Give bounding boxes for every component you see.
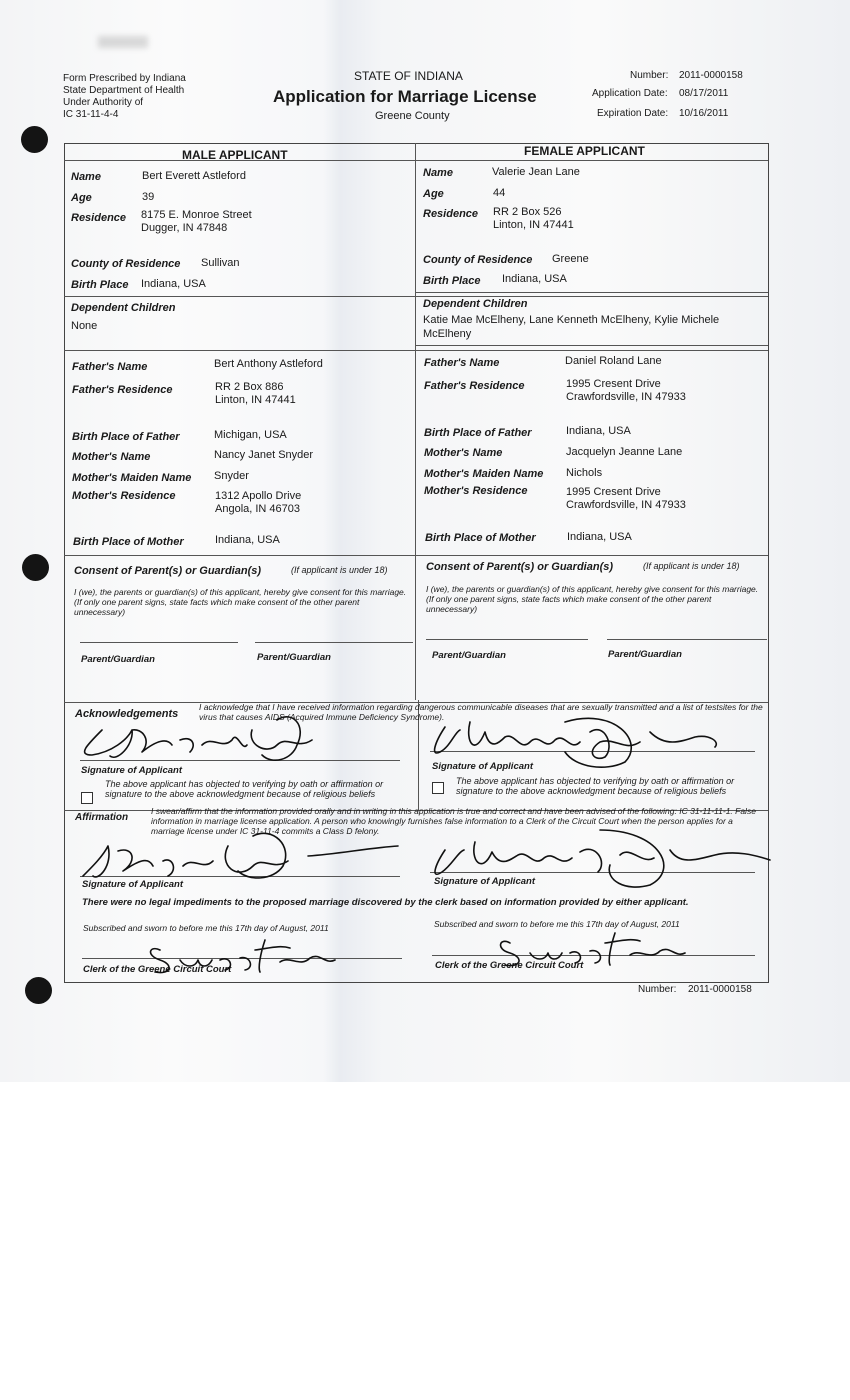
rule-dependent — [64, 296, 768, 297]
female-guardian-label-1: Parent/Guardian — [432, 650, 506, 661]
male-name-label: Name — [71, 171, 101, 183]
female-consent-title: Consent of Parent(s) or Guardian(s) — [426, 561, 614, 573]
female-residence-label: Residence — [423, 208, 479, 220]
column-divider — [415, 143, 416, 700]
female-father-name-label: Father's Name — [424, 357, 500, 369]
punch-hole — [25, 977, 52, 1004]
prescribed-line-2: State Department of Health — [63, 85, 185, 96]
female-father-name: Daniel Roland Lane — [565, 355, 662, 367]
male-ack-signature — [72, 700, 322, 770]
punch-hole — [22, 554, 49, 581]
footer-number: 2011-0000158 — [688, 984, 752, 995]
male-dependent-label: Dependent Children — [71, 302, 176, 314]
male-mother-name-label: Mother's Name — [72, 451, 151, 463]
male-guardian-label-1: Parent/Guardian — [81, 654, 155, 665]
impediments-text: There were no legal impediments to the proposed marriage discovered by the clerk based on information provided by either applicant. — [82, 897, 689, 908]
female-mother-res-1: 1995 Cresent Drive — [566, 486, 661, 498]
male-header: MALE APPLICANT — [182, 148, 288, 162]
punch-hole — [21, 126, 48, 153]
male-father-res-1: RR 2 Box 886 — [215, 381, 284, 393]
rule-dependent-female — [416, 292, 768, 293]
female-county: Greene — [552, 253, 589, 265]
female-father-res-label: Father's Residence — [424, 380, 525, 392]
male-dependent: None — [71, 320, 98, 332]
rule-consent — [64, 555, 768, 556]
exp-date-label: Expiration Date: — [597, 108, 669, 119]
rule-parents-female — [416, 345, 768, 346]
female-affirm-signature — [430, 830, 775, 890]
ack-text: I acknowledge that I have received information regarding dangerous communicable diseases that are sexually transmitted and a list of testsites for the virus that causes AIDS (Acquired Immune Deficiency Syndrome). — [199, 702, 763, 722]
male-residence-2: Dugger, IN 47848 — [141, 222, 228, 234]
female-guardian-label-2: Parent/Guardian — [608, 649, 682, 660]
male-affirm-sig-label: Signature of Applicant — [82, 879, 183, 890]
female-father-birth: Indiana, USA — [566, 425, 631, 437]
female-affirm-sig-label: Signature of Applicant — [434, 876, 535, 887]
female-dependent-label: Dependent Children — [423, 298, 528, 310]
male-mother-res-label: Mother's Residence — [72, 490, 176, 502]
male-consent-title: Consent of Parent(s) or Guardian(s) — [74, 565, 262, 577]
male-mother-maiden: Snyder — [214, 470, 249, 482]
male-birth-label: Birth Place — [71, 279, 129, 291]
number-value: 2011-0000158 — [679, 70, 743, 81]
female-mother-name: Jacquelyn Jeanne Lane — [566, 446, 683, 458]
rule-parents — [64, 350, 768, 351]
male-consent-text: I (we), the parents or guardian(s) of this applicant, hereby give consent for this marriage. (If only one parent signs, state facts which make consent of the other parent unnecessary) — [74, 587, 407, 617]
male-county-label: County of Residence — [71, 258, 181, 270]
female-father-res-2: Crawfordsville, IN 47933 — [566, 391, 686, 403]
female-mother-maiden: Nichols — [566, 467, 603, 479]
female-name-label: Name — [423, 167, 453, 179]
app-date-value: 08/17/2011 — [679, 88, 729, 99]
female-mother-res-2: Crawfordsville, IN 47933 — [566, 499, 686, 511]
male-mother-birth-label: Birth Place of Mother — [73, 536, 184, 548]
male-clerk-signature — [140, 930, 340, 980]
female-mother-name-label: Mother's Name — [424, 447, 503, 459]
prescribed-line-4: IC 31-11-4-4 — [63, 109, 119, 120]
female-dependent-1: Katie Mae McElheny, Lane Kenneth McElheny, Kylie Michele — [423, 314, 720, 326]
prescribed-line-1: Form Prescribed by Indiana — [63, 73, 186, 84]
female-guardian-line-1[interactable] — [426, 639, 588, 640]
female-county-label: County of Residence — [423, 254, 533, 266]
male-residence-label: Residence — [71, 212, 127, 224]
prescribed-line-3: Under Authority of — [63, 97, 144, 108]
male-clerk-label: Clerk of the Greene Circuit Court — [83, 964, 232, 975]
female-residence-1: RR 2 Box 526 — [493, 206, 562, 218]
female-mother-res-label: Mother's Residence — [424, 485, 528, 497]
female-dependent-2: McElheny — [423, 328, 472, 340]
male-residence-1: 8175 E. Monroe Street — [141, 209, 252, 221]
male-mother-res-1: 1312 Apollo Drive — [215, 490, 302, 502]
footer-number-label: Number: — [638, 984, 677, 995]
male-ack-sig-label: Signature of Applicant — [81, 765, 182, 776]
female-mother-maiden-label: Mother's Maiden Name — [424, 468, 544, 480]
app-date-label: Application Date: — [592, 88, 668, 99]
female-father-res-1: 1995 Cresent Drive — [566, 378, 661, 390]
female-age-label: Age — [423, 188, 444, 200]
female-subscribed: Subscribed and sworn to before me this 17th day of August, 2011 — [434, 919, 680, 929]
female-clerk-signature — [490, 925, 690, 975]
scan-mark — [98, 36, 148, 48]
female-name: Valerie Jean Lane — [492, 166, 580, 178]
affirm-title: Affirmation — [75, 812, 129, 823]
form-title: Application for Marriage License — [273, 87, 537, 106]
male-father-name: Bert Anthony Astleford — [214, 358, 323, 370]
male-mother-res-2: Angola, IN 46703 — [215, 503, 301, 515]
header-rule — [64, 160, 768, 161]
female-mother-birth: Indiana, USA — [567, 531, 632, 543]
female-consent-text: I (we), the parents or guardian(s) of this applicant, hereby give consent for this marriage. (If only one parent signs, state facts which make consent of the other parent unnecessary) — [426, 584, 759, 614]
male-guardian-label-2: Parent/Guardian — [257, 652, 331, 663]
male-guardian-line-2[interactable] — [255, 642, 413, 643]
male-subscribed: Subscribed and sworn to before me this 17th day of August, 2011 — [83, 923, 329, 933]
exp-date-value: 10/16/2011 — [679, 108, 729, 119]
female-birth-label: Birth Place — [423, 275, 481, 287]
female-age: 44 — [493, 187, 506, 199]
male-consent-note: (If applicant is under 18) — [291, 565, 388, 575]
state-heading: STATE OF INDIANA — [354, 69, 463, 83]
male-objected-text: The above applicant has objected to verifying by oath or affirmation or signature to the above acknowledgment because of religious beliefs — [105, 779, 384, 799]
number-label: Number: — [630, 70, 669, 81]
female-guardian-line-2[interactable] — [607, 639, 767, 640]
female-father-birth-label: Birth Place of Father — [424, 427, 532, 439]
male-mother-birth: Indiana, USA — [215, 534, 280, 546]
male-father-birth-label: Birth Place of Father — [72, 431, 180, 443]
female-header: FEMALE APPLICANT — [524, 144, 645, 158]
male-father-res-2: Linton, IN 47441 — [215, 394, 296, 406]
female-residence-2: Linton, IN 47441 — [493, 219, 574, 231]
female-mother-birth-label: Birth Place of Mother — [425, 532, 536, 544]
county-heading: Greene County — [375, 110, 450, 122]
female-ack-signature — [425, 712, 725, 772]
male-father-name-label: Father's Name — [72, 361, 148, 373]
female-objected-text: The above applicant has objected to verifying by oath or affirmation or signature to the above acknowledgment because of religious beliefs — [456, 776, 735, 796]
male-mother-maiden-label: Mother's Maiden Name — [72, 472, 192, 484]
female-clerk-label: Clerk of the Greene Circuit Court — [435, 960, 584, 971]
male-father-birth: Michigan, USA — [214, 429, 287, 441]
female-ack-sig-label: Signature of Applicant — [432, 761, 533, 772]
female-birth: Indiana, USA — [502, 273, 567, 285]
male-guardian-line-1[interactable] — [80, 642, 238, 643]
male-name: Bert Everett Astleford — [142, 170, 246, 182]
male-age-label: Age — [71, 192, 92, 204]
male-age: 39 — [142, 191, 155, 203]
male-objected-checkbox[interactable] — [81, 792, 93, 804]
male-mother-name: Nancy Janet Snyder — [214, 449, 314, 461]
female-consent-note: (If applicant is under 18) — [643, 561, 740, 571]
male-county: Sullivan — [201, 257, 240, 269]
affirm-text: I swear/affirm that the information provided orally and in writing in this application is true and correct and have been advised of the following: IC 31-11-11-1. False information in marriage license application. A person who knowingly furnishes false information to a Clerk of the Circuit Court when the person applies for a marriage license under IC 31-11-4 commits a Class D felony. — [151, 806, 756, 836]
male-father-res-label: Father's Residence — [72, 384, 173, 396]
male-birth: Indiana, USA — [141, 278, 206, 290]
ack-title: Acknowledgements — [75, 708, 179, 720]
female-objected-checkbox[interactable] — [432, 782, 444, 794]
male-affirm-signature — [78, 826, 408, 886]
